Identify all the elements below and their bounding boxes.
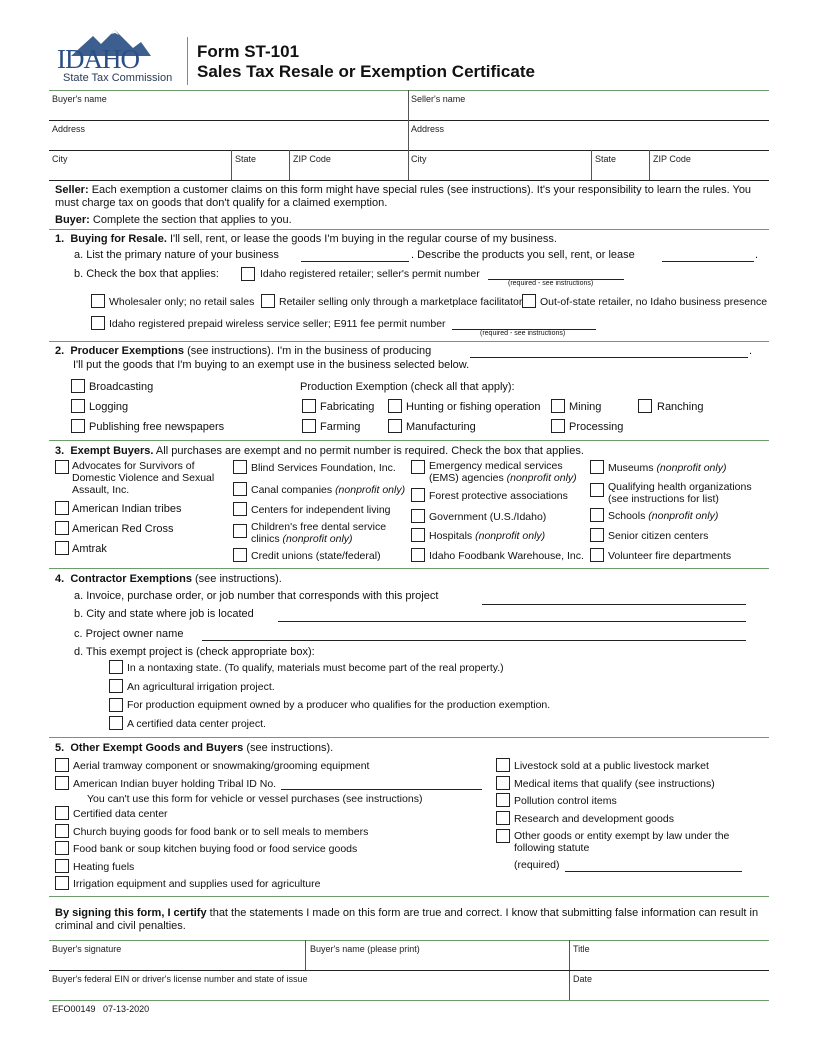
section-4-heading: 4. Contractor Exemptions (see instructions). — [55, 573, 282, 585]
title-label: Title — [573, 944, 590, 954]
wholesaler-label: Wholesaler only; no retail sales — [109, 296, 255, 308]
livestock-label: Livestock sold at a public livestock market — [514, 760, 709, 772]
statute-required-label: (required) — [514, 859, 560, 871]
sellers-name-label: Seller's name — [411, 94, 466, 104]
irrigation-equipment-checkbox[interactable] — [55, 876, 69, 890]
ems-label: Emergency medical services (EMS) agencies (nonprofit only) — [429, 460, 577, 484]
hunting-checkbox[interactable] — [388, 399, 402, 413]
processing-checkbox[interactable] — [551, 419, 565, 433]
canal-companies-label: Canal companies (nonprofit only) — [251, 484, 406, 496]
amtrak-label: Amtrak — [72, 543, 107, 555]
registered-retailer-label: Idaho registered retailer; seller's permit number — [260, 268, 480, 280]
farming-label: Farming — [320, 421, 361, 433]
farming-checkbox[interactable] — [302, 419, 316, 433]
marketplace-label: Retailer selling only through a marketplace facilitator — [279, 296, 523, 308]
church-food-bank-checkbox[interactable] — [55, 824, 69, 838]
logging-checkbox[interactable] — [71, 399, 85, 413]
ein-label: Buyer's federal EIN or driver's license number and state of issue — [52, 974, 308, 984]
senior-centers-label: Senior citizen centers — [608, 530, 709, 542]
buyer-state-label: State — [235, 154, 257, 164]
mining-checkbox[interactable] — [551, 399, 565, 413]
agency-name: State Tax Commission — [63, 72, 173, 84]
logging-label: Logging — [89, 401, 129, 413]
vehicle-vessel-note: You can't use this form for vehicle or vessel purchases (see instructions) — [87, 793, 423, 805]
health-orgs-checkbox[interactable] — [590, 483, 604, 497]
independent-living-checkbox[interactable] — [233, 502, 247, 516]
buyers-name-label: Buyer's name — [52, 94, 107, 104]
out-of-state-label: Out-of-state retailer, no Idaho business presence — [540, 296, 768, 308]
data-center-project-checkbox[interactable] — [109, 716, 123, 730]
irrigation-project-label: An agricultural irrigation project. — [127, 681, 275, 693]
job-number-line[interactable] — [482, 604, 746, 605]
producing-line[interactable] — [470, 357, 748, 358]
schools-checkbox[interactable] — [590, 508, 604, 522]
form-code: EFO00149 07-13-2020 — [52, 1004, 150, 1014]
s4-d-label: d. This exempt project is (check appropriate box): — [74, 646, 315, 658]
idaho-logo — [57, 30, 182, 86]
logo-wordmark: IDAHO — [57, 44, 139, 74]
nontaxing-state-label: In a nontaxing state. (To qualify, materials must become part of the real property.) — [127, 662, 504, 674]
certified-data-center-label: Certified data center — [73, 808, 168, 820]
form-title: Sales Tax Resale or Exemption Certificate — [197, 62, 535, 81]
registered-retailer-checkbox[interactable] — [241, 267, 255, 281]
research-development-checkbox[interactable] — [496, 811, 510, 825]
blind-services-label: Blind Services Foundation, Inc. — [251, 462, 396, 474]
fabricating-label: Fabricating — [320, 401, 375, 413]
buyer-zip-label: ZIP Code — [293, 154, 331, 164]
soup-kitchen-label: Food bank or soup kitchen buying food or food service goods — [73, 843, 358, 855]
hospitals-checkbox[interactable] — [411, 528, 425, 542]
american-indian-tribes-checkbox[interactable] — [55, 501, 69, 515]
museums-checkbox[interactable] — [590, 460, 604, 474]
ems-checkbox[interactable] — [411, 460, 425, 474]
marketplace-checkbox[interactable] — [261, 294, 275, 308]
ranching-checkbox[interactable] — [638, 399, 652, 413]
production-equipment-label: For production equipment owned by a producer who qualifies for the production exemption. — [127, 699, 551, 711]
forest-protective-label: Forest protective associations — [429, 490, 568, 502]
senior-centers-checkbox[interactable] — [590, 528, 604, 542]
s1-a-label: a. List the primary nature of your business — [74, 249, 279, 261]
seller-city-label: City — [411, 154, 427, 164]
s1-a-products-label: . Describe the products you sell, rent, or lease — [411, 249, 635, 261]
canal-companies-checkbox[interactable] — [233, 482, 247, 496]
hunting-label: Hunting or fishing operation — [406, 401, 541, 413]
broadcasting-label: Broadcasting — [89, 381, 154, 393]
section-5-heading: 5. Other Exempt Goods and Buyers (see instructions). — [55, 742, 334, 754]
red-cross-label: American Red Cross — [72, 523, 174, 535]
schools-label: Schools (nonprofit only) — [608, 510, 719, 522]
pollution-control-label: Pollution control items — [514, 795, 617, 807]
government-checkbox[interactable] — [411, 509, 425, 523]
medical-items-checkbox[interactable] — [496, 776, 510, 790]
s2-end: . — [749, 345, 753, 357]
aerial-tramway-label: Aerial tramway component or snowmaking/grooming equipment — [73, 760, 370, 772]
heating-fuels-checkbox[interactable] — [55, 859, 69, 873]
medical-items-label: Medical items that qualify (see instructions) — [514, 778, 715, 790]
newspapers-label: Publishing free newspapers — [89, 421, 225, 433]
seller-instructions: Seller: Each exemption a customer claims on this form might have special rules (see instructions). It's your responsibility to learn the rules. You must charge tax on goods that don't qualify for a claimed exemption. — [55, 184, 752, 209]
irrigation-project-checkbox[interactable] — [109, 679, 123, 693]
form-number: Form ST-101 — [197, 42, 300, 61]
newspapers-checkbox[interactable] — [71, 419, 85, 433]
out-of-state-checkbox[interactable] — [522, 294, 536, 308]
aerial-tramway-checkbox[interactable] — [55, 758, 69, 772]
irrigation-equipment-label: Irrigation equipment and supplies used for agriculture — [73, 878, 321, 890]
certified-data-center-checkbox[interactable] — [55, 806, 69, 820]
hospitals-label: Hospitals (nonprofit only) — [429, 530, 546, 542]
print-name-label: Buyer's name (please print) — [310, 944, 420, 954]
credit-unions-label: Credit unions (state/federal) — [251, 550, 381, 562]
permit-required-note: (required - see instructions) — [508, 280, 594, 287]
section-2-heading: 2. Producer Exemptions (see instructions). I'm in the business of producing — [55, 345, 432, 357]
buyer-city-label: City — [52, 154, 68, 164]
heating-fuels-label: Heating fuels — [73, 861, 135, 873]
section-1-heading: 1. Buying for Resale. I'll sell, rent, or lease the goods I'm buying in the regular course of my business. — [55, 233, 557, 245]
s4-b-label: b. City and state where job is located — [74, 608, 254, 620]
blind-services-checkbox[interactable] — [233, 460, 247, 474]
prepaid-wireless-checkbox[interactable] — [91, 316, 105, 330]
foodbank-warehouse-label: Idaho Foodbank Warehouse, Inc. — [429, 550, 584, 562]
fabricating-checkbox[interactable] — [302, 399, 316, 413]
tribal-id-label: American Indian buyer holding Tribal ID No. — [73, 778, 277, 790]
buyer-address-label: Address — [52, 124, 86, 134]
forest-protective-checkbox[interactable] — [411, 488, 425, 502]
pollution-control-checkbox[interactable] — [496, 793, 510, 807]
project-owner-line[interactable] — [202, 640, 746, 641]
red-cross-checkbox[interactable] — [55, 521, 69, 535]
american-indian-tribes-label: American Indian tribes — [72, 503, 182, 515]
seller-state-label: State — [595, 154, 617, 164]
manufacturing-checkbox[interactable] — [388, 419, 402, 433]
wholesaler-checkbox[interactable] — [91, 294, 105, 308]
research-development-label: Research and development goods — [514, 813, 674, 825]
advocates-label: Advocates for Survivors of Domestic Violence and Sexual Assault, Inc. — [72, 460, 215, 496]
tribal-id-line[interactable] — [281, 789, 482, 790]
job-location-line[interactable] — [278, 621, 746, 622]
prepaid-wireless-label: Idaho registered prepaid wireless service seller; E911 fee permit number — [109, 318, 446, 330]
s2-exempt-use-text: I'll put the goods that I'm buying to an exempt use in the business selected below. — [73, 359, 470, 371]
buyer-instructions: Buyer: Complete the section that applies to you. — [55, 214, 292, 226]
amtrak-checkbox[interactable] — [55, 541, 69, 555]
date-label: Date — [573, 974, 593, 984]
advocates-checkbox[interactable] — [55, 460, 69, 474]
mining-label: Mining — [569, 401, 602, 413]
nontaxing-state-checkbox[interactable] — [109, 660, 123, 674]
other-goods-checkbox[interactable] — [496, 829, 510, 843]
statute-line[interactable] — [565, 871, 742, 872]
business-nature-line[interactable] — [301, 261, 409, 262]
credit-unions-checkbox[interactable] — [233, 548, 247, 562]
data-center-project-label: A certified data center project. — [127, 718, 266, 730]
independent-living-label: Centers for independent living — [251, 504, 391, 516]
production-exemption-label: Production Exemption (check all that apply): — [300, 381, 515, 393]
signature-label: Buyer's signature — [52, 944, 122, 954]
volunteer-fire-checkbox[interactable] — [590, 548, 604, 562]
health-orgs-label: Qualifying health organizations (see instructions for list) — [608, 481, 752, 505]
other-goods-label: Other goods or entity exempt by law under the following statute — [514, 830, 730, 854]
soup-kitchen-checkbox[interactable] — [55, 841, 69, 855]
processing-label: Processing — [569, 421, 624, 433]
section-3-heading: 3. Exempt Buyers. All purchases are exempt and no permit number is required. Check the box that applies. — [55, 445, 584, 457]
s4-a-label: a. Invoice, purchase order, or job number that corresponds with this project — [74, 590, 439, 602]
broadcasting-checkbox[interactable] — [71, 379, 85, 393]
livestock-checkbox[interactable] — [496, 758, 510, 772]
seller-address-label: Address — [411, 124, 445, 134]
products-line[interactable] — [662, 261, 754, 262]
seller-zip-label: ZIP Code — [653, 154, 691, 164]
manufacturing-label: Manufacturing — [406, 421, 476, 433]
certification-statement: By signing this form, I certify that the statements I made on this form are true and correct. I know that submitting false information can result in criminal and civil penalties. — [55, 907, 759, 932]
production-equipment-checkbox[interactable] — [109, 698, 123, 712]
s1-b-label: b. Check the box that applies: — [74, 268, 219, 280]
government-label: Government (U.S./Idaho) — [429, 511, 547, 523]
e911-required-note: (required - see instructions) — [480, 330, 566, 337]
ranching-label: Ranching — [657, 401, 704, 413]
dental-clinics-label: Children's free dental service clinics (nonprofit only) — [251, 521, 387, 545]
s4-c-label: c. Project owner name — [74, 628, 184, 640]
foodbank-warehouse-checkbox[interactable] — [411, 548, 425, 562]
tribal-id-checkbox[interactable] — [55, 776, 69, 790]
church-food-bank-label: Church buying goods for food bank or to sell meals to members — [73, 826, 369, 838]
museums-label: Museums (nonprofit only) — [608, 462, 727, 474]
dental-clinics-checkbox[interactable] — [233, 524, 247, 538]
volunteer-fire-label: Volunteer fire departments — [608, 550, 732, 562]
s1-a-end: . — [755, 249, 759, 261]
